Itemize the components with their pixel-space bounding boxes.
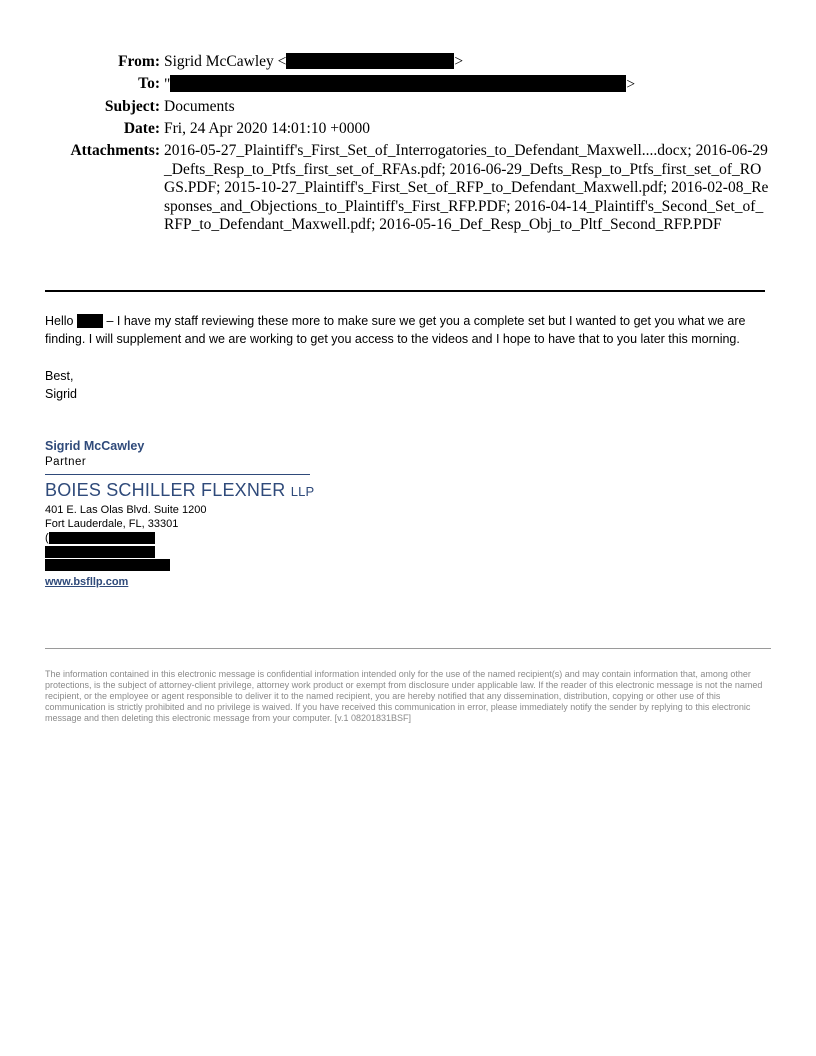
phone-prefix: ( — [45, 532, 49, 544]
signature-name: Sigrid McCawley — [45, 439, 145, 453]
date-label: Date: — [123, 120, 160, 137]
email-body — [45, 312, 770, 403]
closing-name: Sigrid — [45, 387, 77, 401]
signature-rule — [45, 474, 310, 475]
firm-logo — [45, 479, 314, 503]
contact-redaction-1 — [45, 546, 155, 558]
from-row — [40, 53, 770, 71]
from-label: From: — [118, 53, 160, 70]
contact-redaction-2 — [45, 559, 170, 571]
website-link[interactable]: www.bsfllp.com — [45, 576, 129, 588]
greeting: Hello — [45, 314, 74, 328]
to-row — [40, 75, 770, 94]
confidentiality-disclaimer: The information contained in this electronic message is confidential information intended only for the use of the named recipient(s) and may contain information that, among other protections, is the subject of attorney-client privilege, attorney work product or exempt from disclosure under applicable law. If the reader of this electronic message is not the named recipient, or the employee or agent responsible to deliver it to the named recipient, you are hereby notified that any dissemination, distribution, copying or other use of this communication is strictly prohibited and no privilege is waived. If you have received this communication in error, please immediately notify the sender by replying to this electronic message and then deleting this electronic message from your computer. [v.1 08201831BSF] — [45, 669, 763, 723]
firm-name: BOIES SCHILLER FLEXNER — [45, 480, 286, 500]
from-close: > — [454, 53, 464, 70]
to-open: " — [164, 76, 171, 93]
phone-redaction — [49, 532, 155, 544]
from-name: Sigrid McCawley < — [164, 53, 287, 70]
to-label: To: — [138, 75, 160, 92]
body-text: – I have my staff reviewing these more to make sure we get you a complete set but I wanted to get you what we are finding. I will supplement and we are working to get you access to the videos and I hope to have that to you later this morning. — [45, 314, 746, 346]
attachments-label: Attachments: — [70, 142, 160, 159]
date-value: Fri, 24 Apr 2020 14:01:10 +0000 — [164, 120, 370, 137]
signature-title: Partner — [45, 456, 87, 468]
subject-label: Subject: — [104, 98, 160, 115]
firm-suffix: LLP — [290, 484, 315, 499]
address-line-2: Fort Lauderdale, FL, 33301 — [45, 518, 179, 530]
body-paragraph — [45, 312, 770, 348]
attachments-list[interactable]: 2016-05-27_Plaintiff's_First_Set_of_Interrogatories_to_Defendant_Maxwell....docx; 2016-06-29_Defts_Resp_to_Ptfs_first_set_of_RFAs.pdf; 2016-06-29_Defts_Resp_to_Ptfs_first_set_of_ROGS.PDF; 2015-10-27_Plaintiff's_First_Set_of_RFP_to_Defendant_Maxwell.pdf; 2016-02-08_Responses_and_Objections_to_Plaintiff's_First_RFP.PDF; 2016-04-14_Plaintiff's_Second_Set_of_RFP_to_Defendant_Maxwell.pdf; 2016-05-16_Def_Resp_Obj_to_Pltf_Second_RFP.PDF — [164, 142, 769, 233]
closing: Best, — [45, 369, 74, 383]
footer-divider — [45, 648, 771, 649]
email-signature — [45, 438, 314, 590]
attachments-row — [40, 142, 770, 235]
subject-value: Documents — [164, 98, 235, 115]
subject-row — [40, 98, 770, 116]
from-email-redaction — [286, 53, 454, 69]
email-header — [40, 53, 770, 239]
phone-line — [45, 531, 314, 545]
header-divider — [45, 290, 765, 292]
to-close: > — [626, 76, 636, 93]
recipient-name-redaction — [77, 314, 103, 328]
to-redaction — [170, 75, 626, 92]
to-value — [164, 75, 770, 94]
date-row — [40, 120, 770, 138]
from-value — [164, 53, 770, 71]
address-line-1: 401 E. Las Olas Blvd. Suite 1200 — [45, 504, 207, 516]
